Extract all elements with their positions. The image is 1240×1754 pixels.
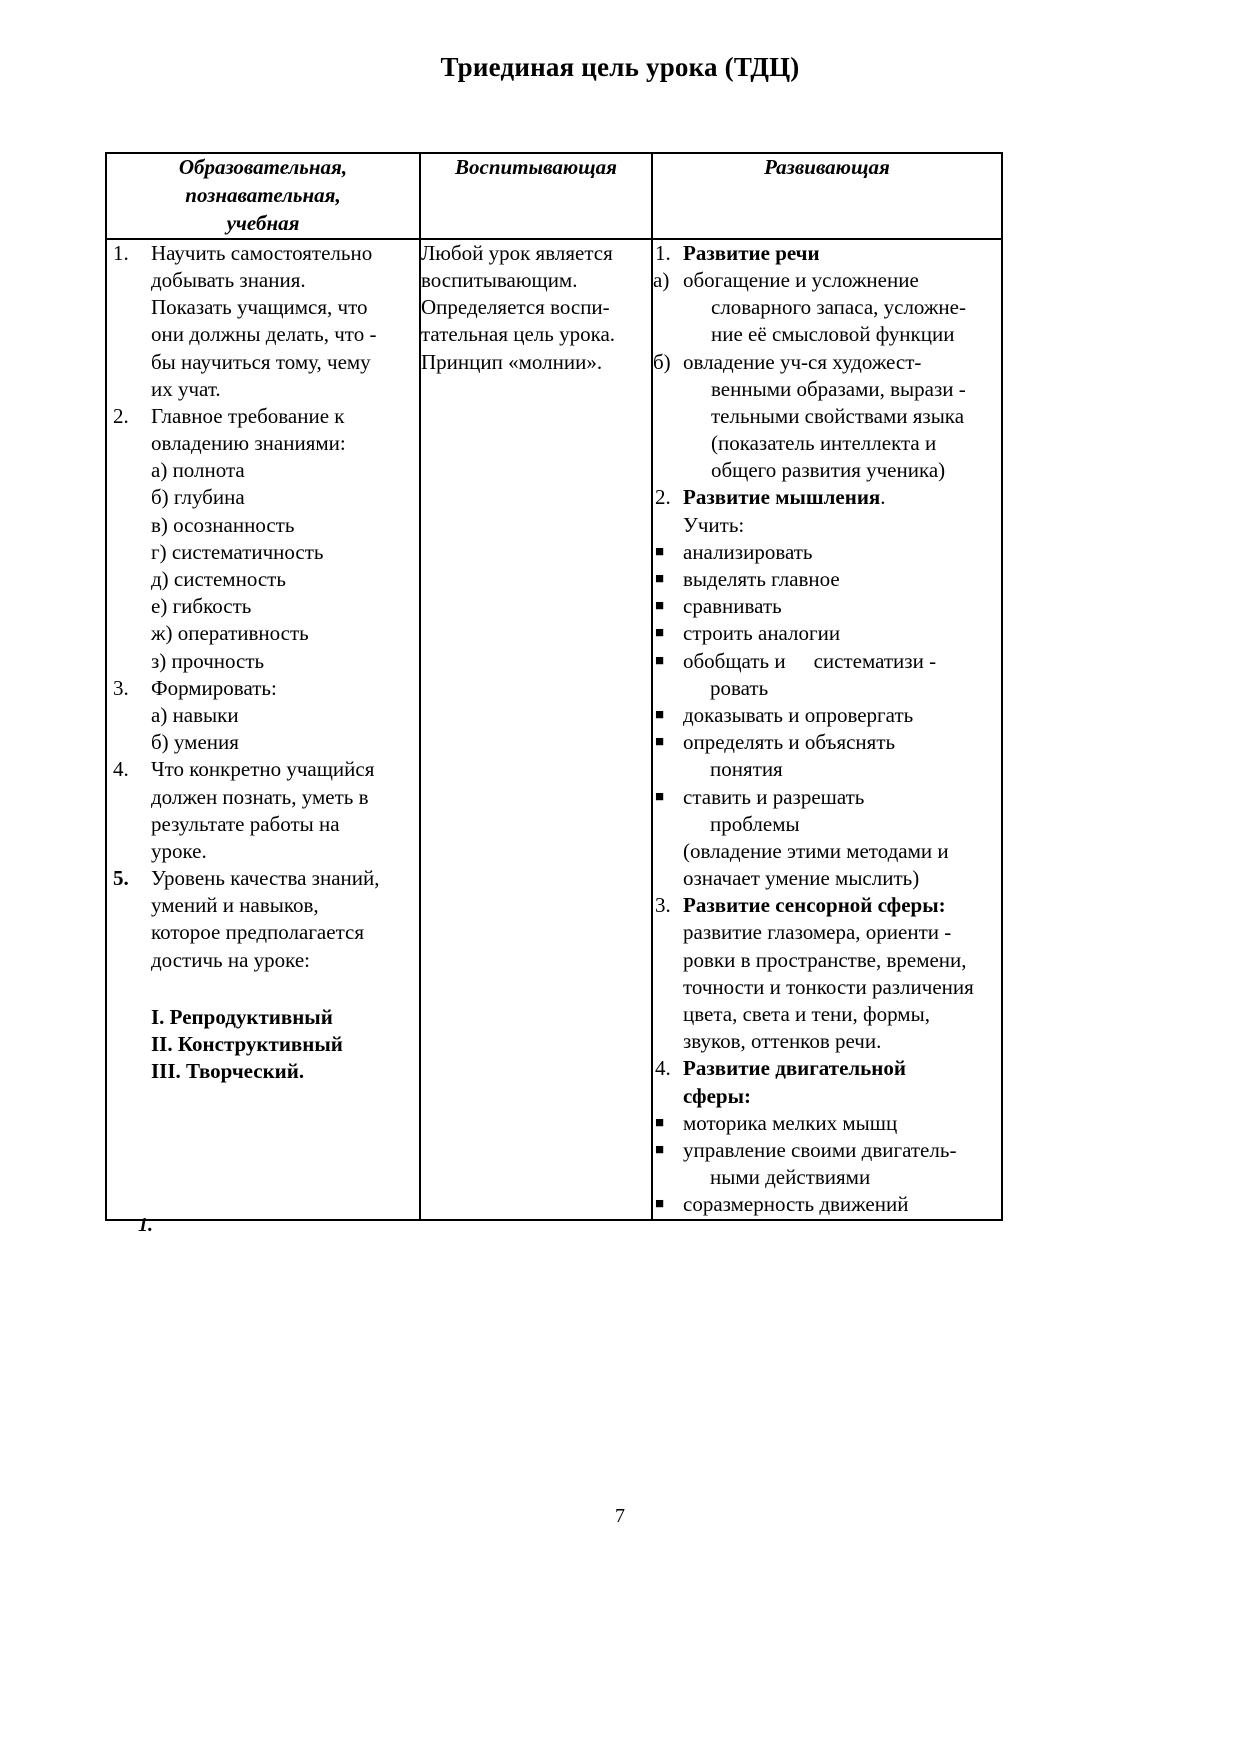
plain-line: Учить: [683, 512, 745, 537]
section-heading-suffix: . [880, 485, 886, 510]
lettered-line: венными образами, вырази - [711, 376, 966, 401]
section-heading-line [683, 240, 1001, 267]
list-item-line: они должны делать, что - [151, 322, 377, 347]
list-item-line: должен познать, уметь в [151, 784, 369, 809]
bullet-line [683, 1191, 1001, 1218]
plain-line: означает умение мыслить) [683, 866, 920, 891]
bullet-text: определять и объяснять [683, 730, 896, 755]
section-heading: Развитие сенсорной сферы: [683, 893, 946, 918]
list-item-line: результате работы на [151, 811, 340, 836]
plain-line: точности и тонкости различения [683, 974, 974, 999]
numbered-list-item [107, 675, 419, 702]
square-bullet-icon: ■ [655, 625, 665, 642]
upbringing-line: Принцип «молнии». [421, 349, 603, 374]
lettered-item [653, 349, 1001, 485]
list-item-line: которое предполагается [151, 920, 364, 945]
section-heading-line [683, 1055, 1001, 1082]
plain-line: цвета, света и тени, формы, [683, 1002, 930, 1027]
sub-list-item: ж) оперативность [151, 621, 309, 646]
bullet-item [653, 784, 1001, 838]
plain-line: (овладение этими методами и [683, 838, 949, 863]
text-gap [786, 648, 814, 675]
bullet-line [683, 729, 1001, 756]
header-text: Развивающая [764, 155, 890, 179]
list-item-number: 5. [113, 866, 129, 891]
lettered-line: тельными свойствами языка [711, 403, 965, 428]
educational-goal-list [107, 240, 419, 974]
bullet-line [683, 784, 1001, 811]
developing-goal-list [653, 240, 1001, 1219]
page-title: Триединая цель урока (ТДЦ) [440, 52, 800, 82]
bullet-text: сравнивать [683, 594, 782, 619]
bullet-line [683, 1110, 1001, 1137]
upbringing-line: воспитывающим. [421, 267, 578, 292]
sub-list-item: в) осознанность [151, 512, 295, 537]
bullet-line [683, 566, 1001, 593]
upbringing-goal-text [421, 240, 651, 376]
bullet-text: выделять главное [683, 567, 840, 592]
lettered-marker: б) [653, 349, 671, 374]
bullet-line: ными действиями [710, 1165, 871, 1190]
list-item-number: 4. [113, 757, 129, 782]
plain-line: развитие глазомера, ориенти - [683, 920, 952, 945]
list-item-line: их учат. [151, 376, 221, 401]
square-bullet-icon: ■ [655, 1196, 665, 1213]
plain-block [653, 838, 1001, 892]
list-item-line: уроке. [151, 838, 207, 863]
section-heading-line2: сферы: [683, 1083, 751, 1108]
bullet-text: строить аналогии [683, 621, 841, 646]
developing-section [653, 892, 1001, 919]
bullet-item [653, 702, 1001, 729]
bullet-line: ровать [710, 675, 769, 700]
section-number: 1. [655, 240, 671, 265]
plain-line: ровки в пространстве, времени, [683, 947, 967, 972]
below-table-marker: 1. [138, 1214, 153, 1236]
list-item-line: овладению знаниями: [151, 431, 346, 456]
bullet-line [683, 1137, 1001, 1164]
section-heading: Развитие мышления [683, 485, 881, 510]
header-line-2: познавательная, [185, 182, 341, 207]
page-number: 7 [615, 1505, 625, 1527]
header-text: Воспитывающая [455, 155, 617, 179]
section-number: 4. [655, 1056, 671, 1081]
bullet-line [683, 648, 1001, 675]
upbringing-line: Любой урок является [421, 240, 613, 265]
bullet-text: соразмерность движений [683, 1192, 909, 1217]
bullet-text: обобщать и [683, 648, 786, 673]
bullet-line [683, 702, 1001, 729]
list-item-number: 2. [113, 403, 129, 428]
header-line-1: Образовательная, [178, 155, 348, 179]
bullet-item [653, 729, 1001, 783]
bullet-line [683, 620, 1001, 647]
bullet-line: проблемы [710, 811, 800, 836]
list-item-line: умений и навыков, [151, 893, 319, 918]
square-bullet-icon: ■ [655, 652, 665, 669]
numbered-list-item [107, 403, 419, 457]
bullet-item [653, 620, 1001, 647]
quality-level-item: I. Репродуктивный [151, 1004, 333, 1029]
section-number: 3. [655, 893, 671, 918]
bullet-text: управление своими двигатель- [683, 1137, 957, 1162]
square-bullet-icon: ■ [655, 734, 665, 751]
triune-goal-table [105, 152, 1003, 1221]
bullet-line [683, 539, 1001, 566]
list-item-line: добывать знания. [151, 267, 306, 292]
bullet-text-continued: систематизи - [813, 648, 937, 673]
bullet-text: доказывать и опровергать [683, 702, 914, 727]
bullet-item [653, 566, 1001, 593]
square-bullet-icon: ■ [655, 598, 665, 615]
square-bullet-icon: ■ [655, 706, 665, 723]
sub-list-item: а) полнота [151, 458, 245, 483]
list-item-line: Что конкретно учащийся [151, 757, 375, 782]
bullet-item [653, 1137, 1001, 1191]
developing-section [653, 1055, 1001, 1109]
bullet-text: моторика мелких мышц [683, 1110, 898, 1135]
list-item-line: Уровень качества знаний, [151, 866, 380, 891]
lettered-item [653, 267, 1001, 349]
table-body-row [106, 239, 1002, 1220]
lettered-line: общего развития ученика) [711, 458, 946, 483]
section-heading: Развитие речи [683, 240, 820, 265]
bullet-item [653, 1191, 1001, 1218]
section-number: 2. [655, 485, 671, 510]
plain-block [653, 512, 1001, 539]
bullet-item [653, 648, 1001, 702]
quality-level-item: II. Конструктивный [151, 1032, 343, 1057]
lettered-line: овладение уч-ся художест- [683, 349, 922, 374]
list-item-line: Формировать: [151, 675, 277, 700]
sub-list-item: а) навыки [151, 702, 239, 727]
square-bullet-icon: ■ [655, 571, 665, 588]
square-bullet-icon: ■ [655, 543, 665, 560]
sub-list-item: г) систематичность [151, 539, 324, 564]
sub-list-item: д) системность [151, 567, 286, 592]
bullet-text: анализировать [683, 539, 813, 564]
list-item-line: достичь на уроке: [151, 947, 310, 972]
sub-list-item: з) прочность [151, 648, 265, 673]
sub-list-item: б) глубина [151, 485, 245, 510]
square-bullet-icon: ■ [655, 788, 665, 805]
quality-level-item: III. Творческий. [151, 1059, 305, 1084]
upbringing-line: тательная цель урока. [421, 322, 616, 347]
bullet-text: ставить и разрешать [683, 784, 865, 809]
column-header-educational [106, 153, 420, 239]
upbringing-line: Определяется воспи- [421, 295, 610, 320]
lettered-line: (показатель интеллекта и [711, 431, 937, 456]
section-heading: Развитие двигательной [683, 1056, 906, 1081]
square-bullet-icon: ■ [655, 1114, 665, 1131]
plain-line: звуков, оттенков речи. [683, 1029, 882, 1054]
sub-list-item: е) гибкость [151, 594, 252, 619]
numbered-list-item [107, 240, 419, 403]
list-item-number: 1. [113, 240, 129, 265]
sub-list-item: б) умения [151, 730, 239, 755]
section-heading-line [683, 484, 1001, 511]
numbered-list-item [107, 756, 419, 865]
bullet-item [653, 593, 1001, 620]
quality-levels-list [107, 1004, 419, 1086]
bullet-line [683, 593, 1001, 620]
square-bullet-icon: ■ [655, 1141, 665, 1158]
numbered-list-item [107, 865, 419, 974]
plain-block [653, 919, 1001, 1055]
lettered-line: обогащение и усложнение [683, 267, 919, 292]
header-line-3: учебная [226, 210, 300, 235]
cell-educational [106, 239, 420, 1220]
lettered-line: ние её смысловой функции [711, 322, 955, 347]
lettered-line: словарного запаса, усложне- [711, 295, 966, 320]
list-item-line: бы научиться тому, чему [151, 349, 371, 374]
developing-section [653, 240, 1001, 267]
lettered-marker: а) [653, 267, 670, 292]
column-header-developing [652, 153, 1002, 239]
column-header-upbringing [420, 153, 652, 239]
bullet-item [653, 539, 1001, 566]
table-header-row [106, 153, 1002, 239]
bullet-line: понятия [710, 757, 783, 782]
list-item-line: Главное требование к [151, 403, 345, 428]
developing-section [653, 484, 1001, 511]
cell-upbringing [420, 239, 652, 1220]
section-heading-line [683, 892, 1001, 919]
list-item-line: Научить самостоятельно [151, 240, 373, 265]
list-item-line: Показать учащимся, что [151, 295, 368, 320]
cell-developing [652, 239, 1002, 1220]
bullet-item [653, 1110, 1001, 1137]
list-item-number: 3. [113, 675, 129, 700]
